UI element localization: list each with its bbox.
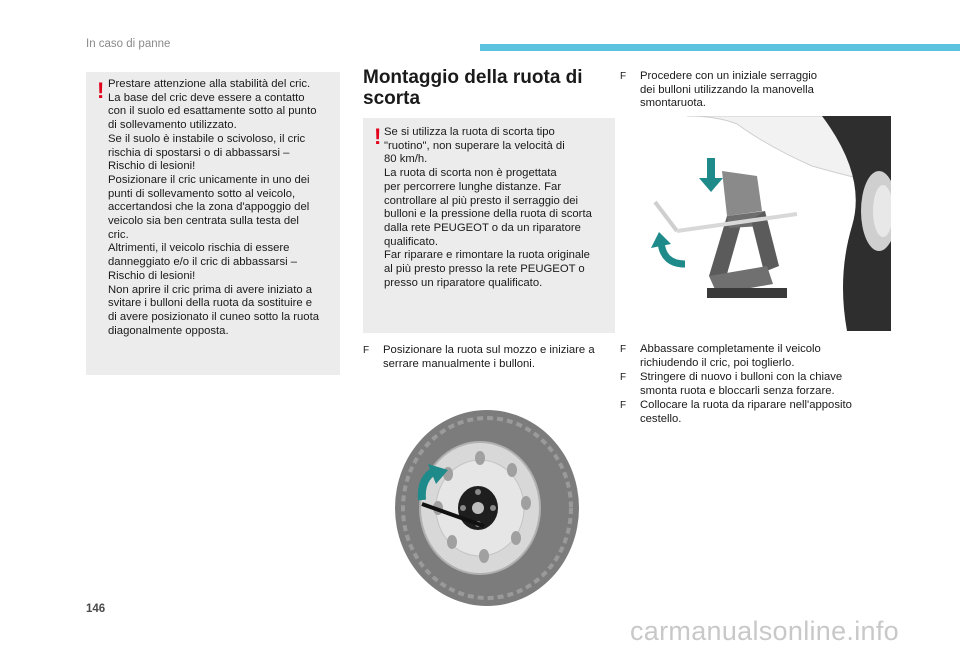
bullet-arrow-icon: F	[620, 71, 627, 82]
watermark: carmanualsonline.info	[630, 616, 899, 646]
step-lower-vehicle	[620, 343, 890, 373]
warning-text-spare-wheel: Se si utilizza la ruota di scorta tipo "ruotino", non superare la velocità di 80 km/h. La ruota di scorta non è progettata per percorrere lunghe distanze. Far controllare al più presto il serraggio dei bulloni e la pressione della ruota di scorta dalla rete PEUGEOT o da un riparatore qualificato. Far riparare e rimontare la ruota originale al più presto presso la rete PEUGEOT o presso un riparatore qualificato.	[384, 126, 592, 289]
step-store-wheel	[620, 399, 890, 429]
warning-box-spare-wheel	[363, 118, 615, 333]
step-text: Posizionare la ruota sul mozzo e iniziare a serrare manualmente i bulloni.	[383, 344, 595, 370]
step-text: Collocare la ruota da riparare nell'apposito cestello.	[640, 399, 852, 425]
exclamation-icon: !	[374, 124, 382, 149]
step-text: Procedere con un iniziale serraggio dei bulloni utilizzando la manovella smontaruota.	[640, 70, 818, 110]
jack-illustration	[647, 116, 891, 331]
step-text: Stringere di nuovo i bulloni con la chiave smonta ruota e bloccarli senza forzare.	[640, 371, 843, 397]
accent-bar	[480, 44, 960, 51]
bullet-arrow-icon: F	[620, 400, 627, 411]
warning-box-left	[86, 72, 340, 375]
bullet-arrow-icon: F	[620, 344, 627, 355]
exclamation-icon: !	[97, 78, 105, 103]
step-position-wheel	[363, 344, 623, 374]
step-retighten-bolts	[620, 371, 890, 401]
bullet-arrow-icon: F	[363, 345, 370, 356]
bullet-arrow-icon: F	[620, 372, 627, 383]
warning-text-left: Prestare attenzione alla stabilità del cric. La base del cric deve essere a contatto con il suolo ed esattamente sotto al punto di sollevamento utilizzato. Se il suolo è instabile o scivoloso, il cric rischia di spostarsi o di abbassarsi – Rischio di lesioni! Posizionare il cric unicamente in uno dei punti di sollevamento sotto al veicolo, accertandosi che la zona d'appoggio del veicolo sia ben centrata sulla testa del cric. Altrimenti, il veicolo rischia di essere danneggiato e/o il cric di abbassarsi – Rischio di lesioni! Non aprire il cric prima di avere iniziato a svitare i bulloni della ruota da sostituire e di avere posizionato il cuneo sotto la ruota diagonalmente opposta.	[108, 78, 320, 337]
section-title: In caso di panne	[86, 38, 171, 50]
step-text: Abbassare completamente il veicolo richiudendo il cric, poi toglierlo.	[640, 343, 821, 369]
page-number: 146	[86, 603, 106, 615]
step-initial-tightening	[620, 70, 890, 114]
page-heading: Montaggio della ruota di scorta	[363, 67, 583, 109]
wheel-illustration	[392, 408, 582, 608]
